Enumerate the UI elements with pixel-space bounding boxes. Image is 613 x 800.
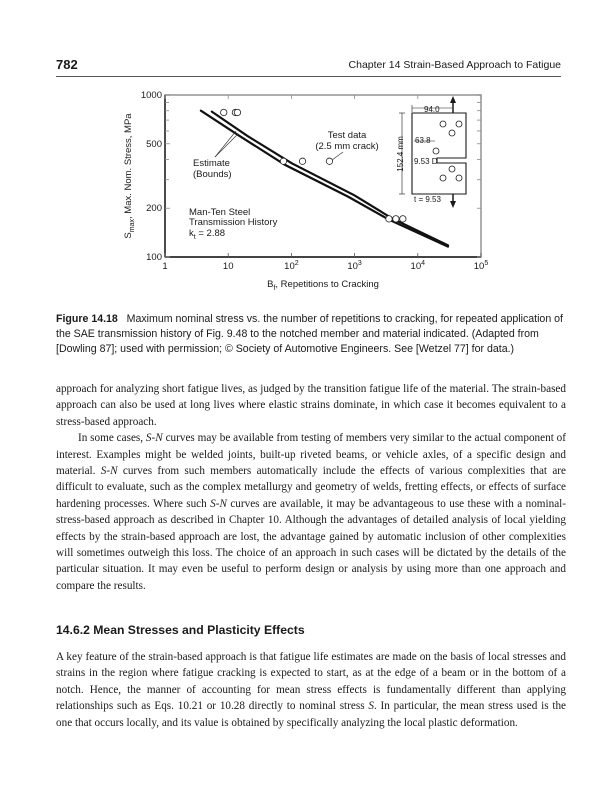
- svg-text:104: $10^4$: [410, 260, 426, 272]
- specimen-height: 152.4 mm: [396, 136, 405, 172]
- pin-hole: [456, 121, 462, 127]
- pin-hole: [440, 121, 446, 127]
- test-data-leader: [332, 152, 343, 160]
- pin-hole: [440, 175, 446, 181]
- running-head: Chapter 14 Strain-Based Approach to Fatigue: [348, 59, 561, 71]
- paragraph-3: A key feature of the strain-based approach is that fatigue life estimates are made on the basis of local stresses and strains in the region where fatigue cracking is expected to start, as at the edge of a beam or in the bottom of a notch. Hence, the manner of accounting for mean stress effects is fundamentally different than applying relationships such as Eqs. 10.21 or 10.28 directly to nominal stress S. In particular, the mean stress used is the one that occurs locally, and its value is obtained by specifically analyzing the local plastic deformation.: [56, 651, 567, 729]
- test-data-label: Test data: [327, 130, 367, 141]
- test-data-point: [221, 109, 227, 115]
- svg-text:105: $10^5$: [473, 260, 489, 272]
- thickness: t = 9.53: [414, 195, 441, 204]
- notch-hole: [433, 148, 439, 154]
- figure-caption: [56, 312, 566, 357]
- material-label: Man-Ten Steel: [189, 207, 251, 218]
- specimen-outline: [412, 113, 466, 194]
- svg-text:200: 200: [146, 203, 162, 215]
- body-text-section: [56, 649, 566, 731]
- history-label: Transmission History: [189, 217, 278, 228]
- estimate-leader-1: [215, 131, 236, 157]
- section-heading: 14.6.2 Mean Stresses and Plasticity Effects: [56, 623, 305, 637]
- svg-text:500: 500: [146, 138, 162, 150]
- figure-label: Figure 14.18: [56, 313, 118, 325]
- estimate-label: Estimate: [193, 158, 230, 169]
- test-data-point: [299, 158, 305, 164]
- test-data-point: [280, 158, 286, 164]
- test-data-points: [221, 109, 407, 222]
- svg-text:100: 100: [146, 252, 162, 263]
- caption-text: Maximum nominal stress vs. the number of repetitions to cracking, for repeated application of the SAE transmission history of Fig. 9.48 to the notched member and material indicated. (Adapted from [Dowling 87]; used with permission; © Society of Automotive Engineers. See [Wetzel 77] for data.): [56, 313, 563, 355]
- sn-chart: [0, 80, 613, 300]
- test-data-point: [386, 216, 392, 222]
- arrow-down-icon: [450, 201, 456, 208]
- paragraph-1: approach for analyzing short fatigue lives, as judged by the transition fatigue life of the material. The strain-based approach can also be used at long lives where elastic strains dominate, in which case it becomes equivalent to a stress-based approach.: [56, 383, 566, 428]
- page-header: [56, 56, 561, 77]
- test-data-point: [326, 158, 332, 164]
- bounds-label: (Bounds): [193, 169, 232, 180]
- page-number: 782: [56, 57, 78, 72]
- paragraph-2: In some cases, S-N curves may be available from testing of members very similar to the actual component of interest. Examples might be welded joints, built-up riveted beams, or vehicle axles, of a specific design and material. S-N curves from such members automatically include the effects of various complexities that are difficult to evaluate, such as the complex metallurgy and geometry of welds, fretting effects, or effects of surface hardening processes. Where such S-N curves are available, it may be advantageous to use these with a nominal-stress-based approach as described in Chapter 10. Although the advantages of detailed analysis of local yielding effects by the strain-based approach are lost, the advantage gained by automatic inclusion of other complexities will sometimes outweigh this loss. The choice of an approach in such cases will be dictated by the details of the particular situation. It may even be useful to perform design or analysis by using more than one approach and compare the results.: [56, 432, 566, 592]
- svg-text:1000: 1000: [140, 90, 162, 101]
- svg-text:102: $10^2$: [284, 260, 299, 272]
- test-data-point: [393, 216, 399, 222]
- pin-hole: [456, 175, 462, 181]
- notch-depth: 63.8: [415, 136, 431, 145]
- y-axis-label: $S_{max}$, Max. Nom. Stress, MPa: [123, 113, 136, 239]
- specimen-width: 94.0: [424, 105, 440, 114]
- figure-14-18: [0, 80, 613, 300]
- hole-diameter: 9.53 D: [414, 157, 438, 166]
- svg-text:10: 10: [222, 261, 234, 272]
- x-axis-label: $B_f$, Repetitions to Cracking: [267, 279, 379, 292]
- svg-text:1: 1: [162, 261, 168, 272]
- kt-label: $k_t = 2.88$: [189, 228, 226, 241]
- pin-hole: [449, 166, 455, 172]
- svg-text:103: $10^3$: [347, 260, 362, 272]
- test-crack-label: (2.5 mm crack): [315, 141, 379, 152]
- arrow-up-icon: [450, 96, 456, 103]
- pin-hole: [449, 130, 455, 136]
- test-data-point: [400, 216, 406, 222]
- body-text: [56, 381, 566, 594]
- test-data-point: [234, 109, 240, 115]
- estimate-leader-2: [215, 134, 238, 157]
